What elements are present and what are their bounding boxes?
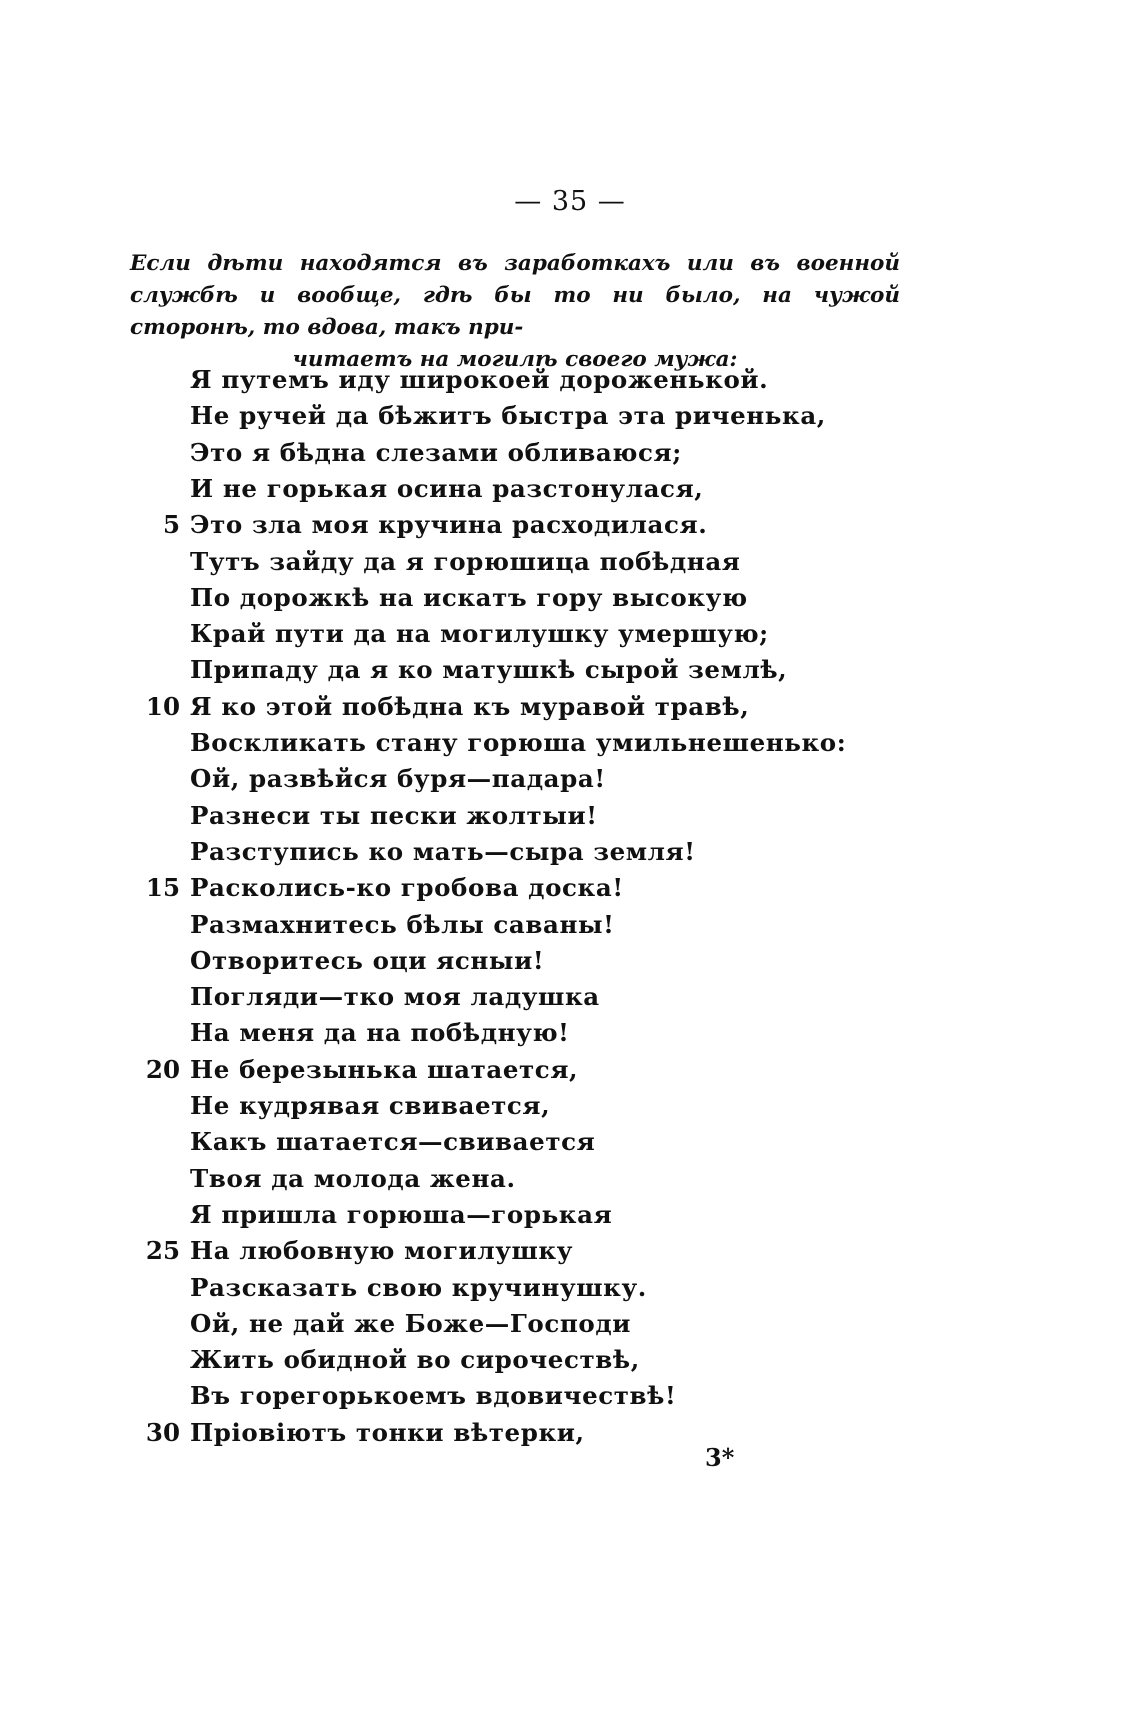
verse-line [0,507,1140,543]
verse-text: Не ручей да бѣжитъ быстра эта риченька, [190,401,826,431]
verse-line [0,544,1140,580]
verse-line [0,943,1140,979]
verse-text: Край пути да на могилушку умершую; [190,619,769,649]
verse-line [0,1161,1140,1197]
verse-line [0,1342,1140,1378]
verse-line [0,616,1140,652]
verse-text: Въ горегорькоемъ вдовичествѣ! [190,1381,677,1411]
verse-text: Тутъ зайду да я горюшица побѣдная [190,546,741,576]
verse-line [0,834,1140,870]
verse-line [0,1015,1140,1051]
verse-text: Воскликать стану горюша умильнешенько: [190,728,847,757]
verse-line [0,1306,1140,1342]
verse-line [0,1233,1140,1269]
intro-paragraph [130,248,900,376]
line-number: 30 [145,1417,180,1447]
verse-text: Какъ шатается—свивается [190,1127,596,1157]
verse-line [0,1415,1140,1451]
verse-text: Размахнитесь бѣлы саваны! [190,909,615,939]
verse-text: И не горькая осина разстонулася, [190,473,704,503]
verse-line [0,907,1140,943]
verse-line [0,435,1140,471]
verse-text: Жить обидной во сирочествѣ, [190,1345,640,1375]
verse-line [0,1052,1140,1088]
verse-text: Пріовіютъ тонки вѣтерки, [190,1417,585,1447]
verse-line [0,1197,1140,1233]
verse-text: Я пришла горюша—горькая [190,1199,613,1229]
verse-text: Это зла моя кручина расходилася. [190,510,708,540]
verse-text: Погляди—тко моя ладушка [190,982,600,1012]
line-number: 15 [145,873,180,903]
line-number: 20 [145,1054,180,1084]
verse-text: Не кудрявая свивается, [190,1091,551,1120]
verse-text: Разступись ко мать—сыра земля! [190,836,696,866]
verse-line [0,798,1140,834]
verse-text: Разсказать свою кручинушку. [190,1272,647,1302]
verse-text: Я путемъ иду широкоей дороженькой. [190,365,769,394]
verse-text: Ой, не дай же Боже—Господи [190,1308,632,1338]
line-number: 10 [145,691,180,721]
verse-line [0,1378,1140,1414]
verse-text: Не березынька шатается, [190,1054,579,1084]
verse-text: Ой, развѣйся буря—падара! [190,764,606,794]
verse-line [0,471,1140,507]
verse-line [0,1270,1140,1306]
verse-line [0,761,1140,797]
verse-text: Это я бѣдна слезами обливаюся; [190,437,682,467]
verse-text: Я ко этой побѣдна къ муравой травѣ, [190,691,750,721]
line-number: 5 [162,510,180,540]
verse-text: На меня да на побѣдную! [190,1018,570,1048]
verse-line [0,1124,1140,1160]
verse-line [0,362,1140,398]
verse-text: Отворитесь оци ясныи! [190,945,545,975]
verse-text: По дорожкѣ на искатъ гору высокую [190,582,748,612]
signature-mark: 3* [705,1443,735,1472]
verse-text: Расколись-ко гробова доска! [190,873,624,903]
page-number: — 35 — [514,186,626,217]
verse-line [0,652,1140,688]
verse-line [0,725,1140,761]
verse-line [0,580,1140,616]
verse-text: Разнеси ты пески жолтыи! [190,800,598,830]
intro-line: Если дѣти находятся въ заработкахъ или въ военной службѣ и вообще, гдѣ бы то ни было, на чужой сторонѣ, то вдова, такъ при- [130,251,900,340]
intro-line: читаетъ на могилѣ своего мужа: [292,347,738,372]
verse-line [0,979,1140,1015]
verse-text: На любовную могилушку [190,1236,573,1266]
verse-line [0,870,1140,906]
verse-text: Твоя да молода жена. [190,1163,516,1193]
verse-line [0,689,1140,725]
verse-line [0,398,1140,434]
verse-text: Припаду да я ко матушкѣ сырой землѣ, [190,655,788,685]
verse-line [0,1088,1140,1124]
line-number: 25 [145,1236,180,1266]
